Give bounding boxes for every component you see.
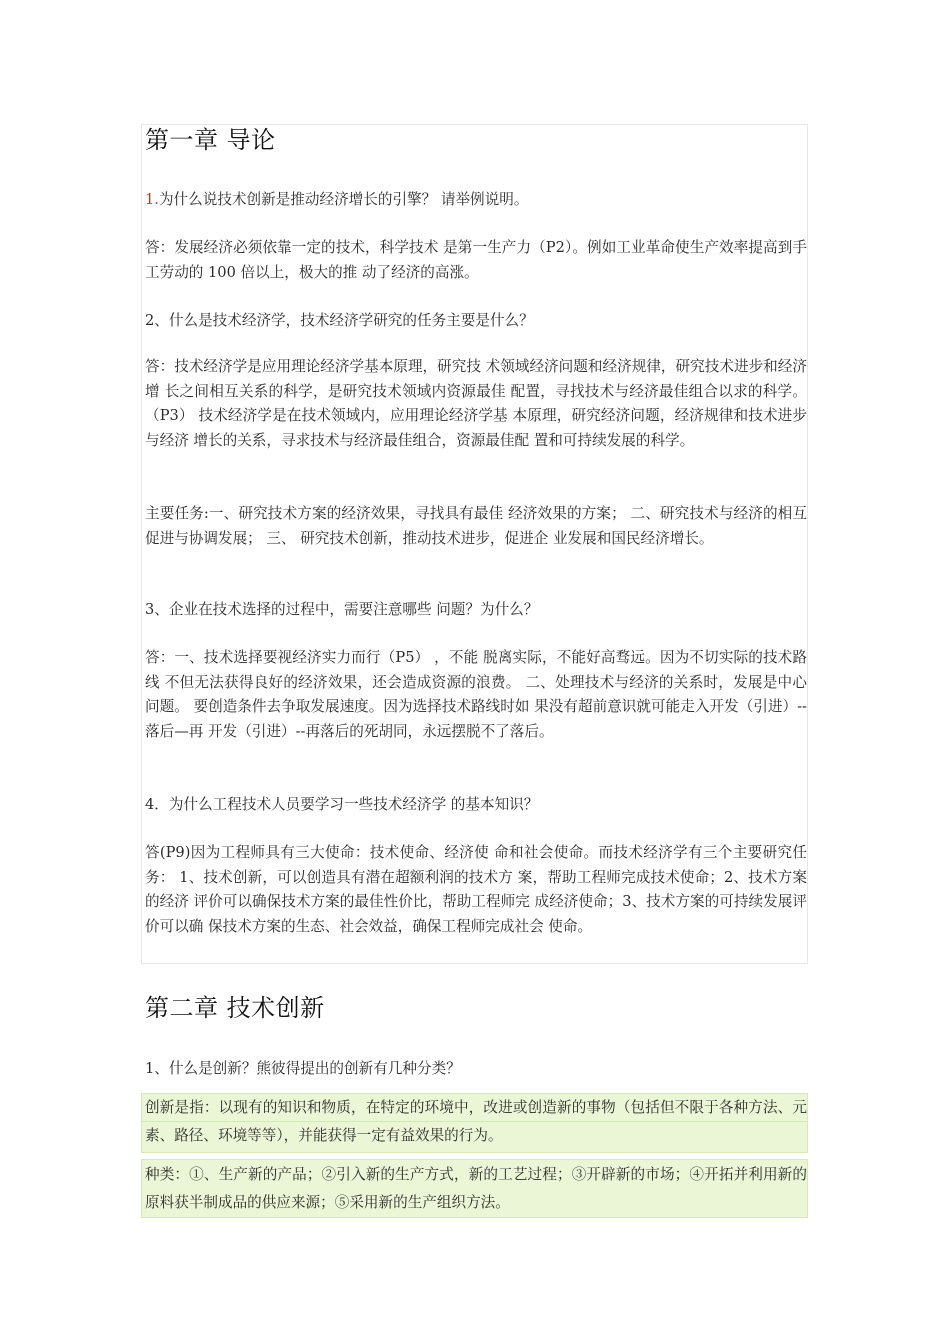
chapter1-q1-question <box>145 188 807 213</box>
chapter2-title: 第二章 技术创新 <box>145 994 325 1022</box>
chapter1-q4-answer: 答(P9)因为工程师具有三大使命：技术使命、经济使 命和社会使命。而技术经济学有三个主要研究任务： 1、技术创新，可以创造具有潜在超额利润的技术方 案，帮助工程师完成技术使命；2、技术方案的经济 评价可以确保技术方案的最佳性价比，帮助工程师完 成经济使命；3、技术方案的可持续发展评价可以确 保技术方案的生态、社会效益，确保工程师完成社会 使命。 <box>145 844 807 935</box>
chapter1-q1-question-text: 为什么说技术创新是推动经济增长的引擎？ 请举例说明。 <box>158 191 529 208</box>
chapter1-q2-answer: 答：技术经济学是应用理论经济学基本原理，研究技 术领域经济问题和经济规律，研究技术进步和经济增 长之间相互关系的科学，是研究技术领域内资源最佳 配置，寻找技术与经济最佳组合以求的科学。（P3） 技术经济学是在技术领域内，应用理论经济学基 本原理，研究经济问题，经济规律和技术进步与经济 增长的关系，寻求技术与经济最佳组合，资源最佳配 置和可持续发展的科学。 <box>145 358 807 449</box>
chapter2-q1-types: 种类：①、生产新的产品；②引入新的生产方式，新的工艺过程；③开辟新的市场；④开拓并利用新的原料获半制成品的供应来源；⑤采用新的生产组织方法。 <box>145 1166 807 1211</box>
chapter2-q1-definition: 创新是指：以现有的知识和物质，在特定的环境中，改进或创造新的事物（包括但不限于各种方法、元素、路径、环境等等），并能获得一定有益效果的行为。 <box>145 1099 807 1144</box>
chapter1-q2-question: 2、什么是技术经济学，技术经济学研究的任务主要是什么？ <box>145 312 534 329</box>
chapter1-q3-answer: 答：一、技术选择要视经济实力而行（P5） ，不能 脱离实际，不能好高骛远。因为不切实际的技术路线 不但无法获得良好的经济效果，还会造成资源的浪费。 二、处理技术与经济的关系时，发展是中心问题。 要创造条件去争取发展速度。因为选择技术路线时如 果没有超前意识就可能走入开发（引进）--落后—再 开发（引进）--再落后的死胡同，永远摆脱不了落后。 <box>145 649 807 740</box>
chapter2-q1-question: 1、什么是创新？熊彼得提出的创新有几种分类？ <box>145 1060 461 1077</box>
chapter1-q3-question: 3、企业在技术选择的过程中，需要注意哪些 问题？为什么？ <box>145 601 539 618</box>
chapter1-q1-answer: 答：发展经济必须依靠一定的技术，科学技术 是第一生产力（P2）。例如工业革命使生产效率提高到手工劳动的 100 倍以上，极大的推 动了经济的高涨。 <box>145 239 807 281</box>
chapter1-q4-question: 4．为什么工程技术人员要学习一些技术经济学 的基本知识？ <box>145 796 539 813</box>
chapter1-title: 第一章 导论 <box>145 126 276 154</box>
chapter1-q2-tasks: 主要任务:一、研究技术方案的经济效果，寻找具有最佳 经济效果的方案； 二、研究技术与经济的相互促进与协调发展； 三、 研究技术创新，推动技术进步，促进企 业发展和国民经济增长。 <box>145 505 807 547</box>
chapter1-q1-number: 1. <box>145 191 159 208</box>
